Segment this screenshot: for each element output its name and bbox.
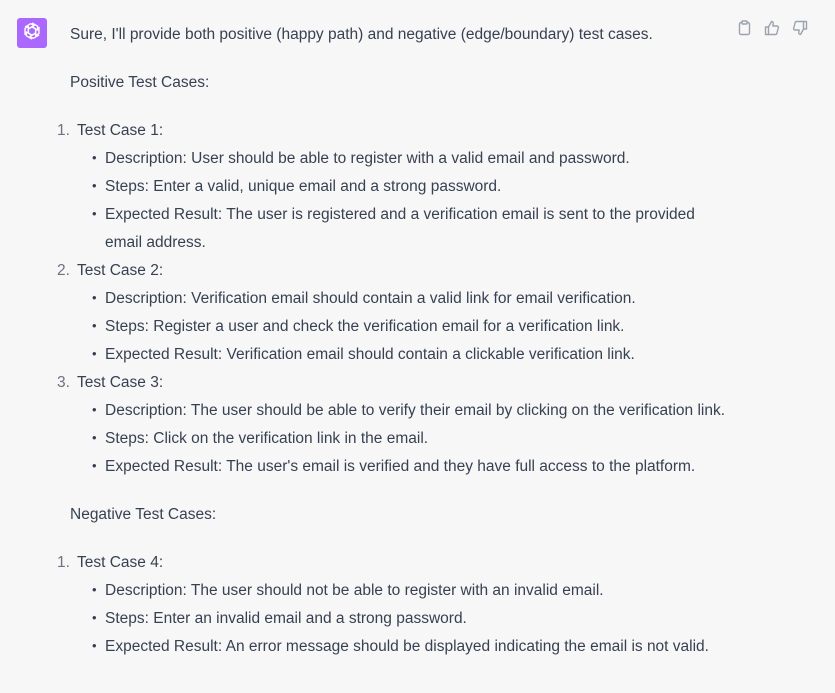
thumbs-down-button[interactable] bbox=[791, 21, 809, 39]
case-detail: Description: User should be able to register with a valid email and password. bbox=[105, 150, 630, 167]
case-detail: Expected Result: The user's email is verified and they have full access to the platform. bbox=[105, 458, 696, 475]
list-number: 1. bbox=[57, 122, 70, 139]
positive-case-list bbox=[57, 117, 730, 481]
list-item: • Expected Result: The user is registered and a verification email is sent to the provided email address. bbox=[92, 206, 695, 251]
negative-case-list bbox=[57, 549, 730, 661]
case-title: Test Case 1: bbox=[77, 122, 164, 139]
case-detail: Description: The user should not be able to register with an invalid email. bbox=[105, 582, 604, 599]
negative-heading: Negative Test Cases: bbox=[70, 506, 217, 523]
case-detail: Description: Verification email should contain a valid link for email verification. bbox=[105, 290, 636, 307]
list-item: • Expected Result: An error message should be displayed indicating the email is not valid. bbox=[92, 638, 709, 655]
positive-heading: Positive Test Cases: bbox=[70, 74, 210, 91]
case-title: Test Case 4: bbox=[77, 554, 164, 571]
list-item: • Steps: Register a user and check the verification email for a verification link. bbox=[92, 318, 625, 335]
list-item: • Steps: Click on the verification link in the email. bbox=[92, 430, 429, 447]
list-item bbox=[57, 369, 730, 481]
case-detail: Steps: Enter an invalid email and a strong password. bbox=[105, 610, 467, 627]
list-number: 3. bbox=[57, 374, 70, 391]
thumbs-up-icon bbox=[764, 20, 780, 41]
list-item: • Expected Result: The user's email is verified and they have full access to the platform. bbox=[92, 458, 696, 475]
case-detail: Expected Result: Verification email should contain a clickable verification link. bbox=[105, 346, 635, 363]
list-item bbox=[57, 117, 730, 257]
thumbs-down-icon bbox=[792, 20, 808, 41]
openai-logo-icon bbox=[21, 20, 43, 47]
list-item: • Description: User should be able to register with a valid email and password. bbox=[92, 150, 630, 167]
list-number: 2. bbox=[57, 262, 70, 279]
case-detail: Description: The user should be able to verify their email by clicking on the verification link. bbox=[105, 402, 726, 419]
case-detail: Steps: Enter a valid, unique email and a strong password. bbox=[105, 178, 502, 195]
list-item bbox=[57, 549, 730, 661]
list-number: 1. bbox=[57, 554, 70, 571]
list-item bbox=[57, 257, 730, 369]
case-detail: Steps: Click on the verification link in the email. bbox=[105, 430, 429, 447]
case-title: Test Case 3: bbox=[77, 374, 164, 391]
thumbs-up-button[interactable] bbox=[763, 21, 781, 39]
message-content bbox=[57, 21, 730, 661]
case-title: Test Case 2: bbox=[77, 262, 164, 279]
message-actions bbox=[735, 21, 809, 39]
case-detail: Expected Result: An error message should be displayed indicating the email is not valid. bbox=[105, 638, 709, 655]
case-detail: Steps: Register a user and check the verification email for a verification link. bbox=[105, 318, 625, 335]
list-item: • Steps: Enter a valid, unique email and a strong password. bbox=[92, 178, 502, 195]
list-item: • Steps: Enter an invalid email and a strong password. bbox=[92, 610, 467, 627]
case-detail: Expected Result: The user is registered and a verification email is sent to the provided email address. bbox=[105, 206, 695, 251]
copy-button[interactable] bbox=[735, 21, 753, 39]
copy-icon bbox=[737, 20, 752, 41]
list-item: • Description: The user should not be able to register with an invalid email. bbox=[92, 582, 604, 599]
list-item: • Description: Verification email should contain a valid link for email verification. bbox=[92, 290, 636, 307]
list-item: • Expected Result: Verification email should contain a clickable verification link. bbox=[92, 346, 635, 363]
avatar bbox=[17, 18, 47, 48]
list-item: • Description: The user should be able to verify their email by clicking on the verification link. bbox=[92, 402, 726, 419]
intro-text: Sure, I'll provide both positive (happy path) and negative (edge/boundary) test cases. bbox=[70, 26, 653, 43]
